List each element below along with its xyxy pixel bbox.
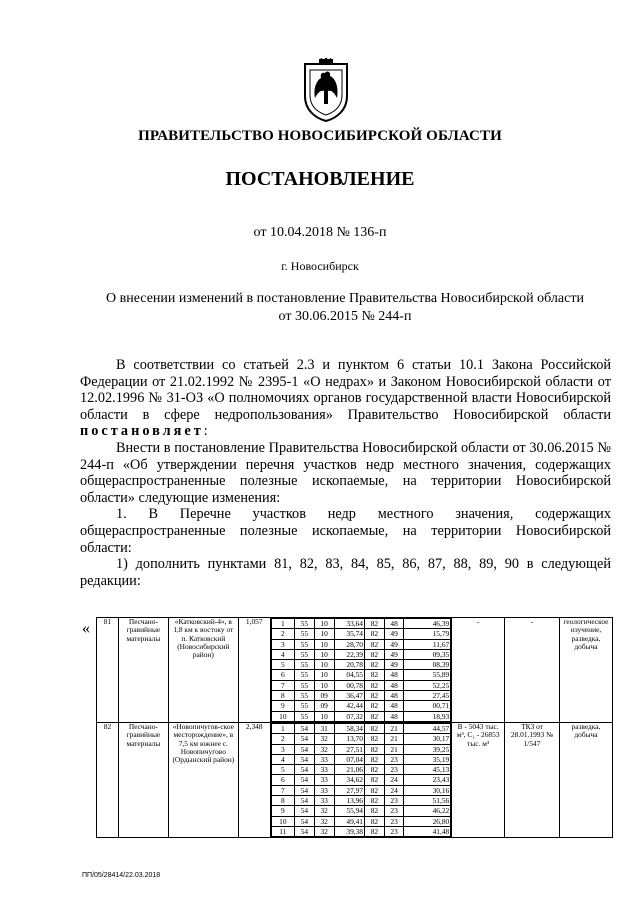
coordinate-cell: 1: [271, 619, 294, 629]
site-row: [97, 722, 613, 837]
preamble-text: В соответствии со статьей 2.3 и пунктом 6 статьи 10.1 Закона Российской Федерации от 21.02.1992 № 2395-1 «О недрах» и Законом Новосибирской области от 12.02.1996 № 31-ОЗ «О полномочиях органов государственной власти Новосибирской области в сфере недропользования» Правительство Новосибирской области: [80, 357, 611, 423]
coordinate-cell: 54: [295, 734, 315, 744]
coordinate-cell: 07,32: [334, 711, 365, 721]
coordinate-cell: 58,34: [334, 723, 365, 733]
paragraph-item-1: 1. В Перечне участков недр местного значения, содержащих общераспространенные полезные ископаемые, на территории Новосибирской области:: [80, 506, 611, 556]
coordinate-cell: 82: [365, 785, 385, 795]
coordinate-cell: 22,39: [334, 649, 365, 659]
coordinate-cell: 7: [271, 785, 294, 795]
coordinate-cell: 34,62: [334, 775, 365, 785]
coordinate-cell: 55,94: [334, 806, 365, 816]
site-area: 1,057: [238, 618, 270, 723]
coordinate-cell: 54: [295, 754, 315, 764]
coordinate-cell: 54: [295, 806, 315, 816]
coordinate-cell: 82: [365, 670, 385, 680]
coordinate-cell: 26,80: [404, 816, 451, 826]
coordinate-row: [271, 765, 451, 775]
coordinate-cell: 82: [365, 734, 385, 744]
coordinate-cell: 54: [295, 765, 315, 775]
coordinate-cell: 55: [295, 660, 315, 670]
coordinate-cell: 82: [365, 649, 385, 659]
coordinate-cell: 39,38: [334, 826, 365, 836]
coordinate-cell: 54: [295, 796, 315, 806]
opening-quote-mark: «: [82, 620, 90, 637]
organization-title: ПРАВИТЕЛЬСТВО НОВОСИБИРСКОЙ ОБЛАСТИ: [138, 128, 502, 144]
coordinate-cell: 10: [271, 816, 294, 826]
coordinate-cell: 27,45: [404, 691, 451, 701]
coordinate-cell: 28,70: [334, 639, 365, 649]
coordinate-cell: 13,96: [334, 796, 365, 806]
coordinate-cell: 23: [384, 754, 404, 764]
coordinate-cell: 33: [314, 796, 334, 806]
coordinate-cell: 23: [384, 826, 404, 836]
coordinate-cell: 32: [314, 816, 334, 826]
coordinate-cell: 46,39: [404, 619, 451, 629]
document-body: [80, 357, 611, 589]
coordinate-cell: 09,35: [404, 649, 451, 659]
coordinate-cell: 44,57: [404, 723, 451, 733]
coordinate-cell: 82: [365, 619, 385, 629]
coordinate-cell: 32: [314, 826, 334, 836]
subsoil-sites-table: [96, 617, 613, 838]
coordinate-cell: 13,70: [334, 734, 365, 744]
coordinate-cell: 48: [384, 619, 404, 629]
document-type: ПОСТАНОВЛЕНИЕ: [225, 168, 415, 190]
paragraph-subitem-1: 1) дополнить пунктами 81, 82, 83, 84, 85, 86, 87, 88, 89, 90 в следующей редакции:: [80, 556, 611, 589]
coordinate-cell: 10: [314, 680, 334, 690]
coordinate-cell: 54: [295, 826, 315, 836]
coordinate-cell: 10: [314, 619, 334, 629]
coordinate-cell: 10: [271, 711, 294, 721]
site-number: 82: [97, 722, 119, 837]
coordinate-cell: 48: [384, 691, 404, 701]
coordinate-cell: 5: [271, 660, 294, 670]
coordinate-cell: 82: [365, 691, 385, 701]
coordinate-row: [271, 785, 451, 795]
subject-line-2: от 30.06.2015 № 244-п: [278, 309, 412, 324]
coordinate-cell: 33: [314, 754, 334, 764]
document-city: г. Новосибирск: [281, 259, 359, 273]
coordinate-cell: 36,47: [334, 691, 365, 701]
coordinate-cell: 10: [314, 639, 334, 649]
coordinate-cell: 54: [295, 744, 315, 754]
coordinate-row: [271, 619, 451, 629]
site-reserves-document: -: [505, 618, 560, 723]
site-coordinates: [270, 618, 452, 723]
coordinate-cell: 48: [384, 670, 404, 680]
coordinate-cell: 32: [314, 734, 334, 744]
coordinate-cell: 54: [295, 785, 315, 795]
coordinate-row: [271, 680, 451, 690]
document-date-number: от 10.04.2018 № 136-п: [253, 225, 387, 240]
coordinate-row: [271, 660, 451, 670]
coordinate-cell: 55: [295, 691, 315, 701]
site-reserves: -: [452, 618, 505, 723]
coordinate-row: [271, 701, 451, 711]
coordinate-cell: 2: [271, 734, 294, 744]
coordinate-row: [271, 723, 451, 733]
coordinate-cell: 33: [314, 775, 334, 785]
site-row: [97, 618, 613, 723]
coordinate-cell: 55: [295, 680, 315, 690]
coordinate-row: [271, 816, 451, 826]
coordinate-cell: 30,17: [404, 734, 451, 744]
site-location: «Катковский-4», в 1,8 км к востоку от п. Катковский (Новосибирский район): [168, 618, 238, 723]
coordinate-cell: 10: [314, 629, 334, 639]
site-reserves-document: ТКЗ от 28.01.1993 № 1/547: [505, 722, 560, 837]
coordinate-row: [271, 734, 451, 744]
coordinate-cell: 00,78: [334, 680, 365, 690]
coordinate-cell: 82: [365, 826, 385, 836]
coat-of-arms-emblem: [301, 58, 351, 122]
coordinate-row: [271, 744, 451, 754]
coordinate-cell: 15,79: [404, 629, 451, 639]
coordinate-cell: 32: [314, 744, 334, 754]
coordinate-cell: 82: [365, 765, 385, 775]
coordinate-row: [271, 796, 451, 806]
paragraph-preamble: [80, 357, 611, 440]
coordinate-row: [271, 754, 451, 764]
coordinate-cell: 11: [271, 826, 294, 836]
coordinate-cell: 82: [365, 754, 385, 764]
coordinate-cell: 48: [384, 711, 404, 721]
coordinate-cell: 3: [271, 639, 294, 649]
site-usage-type: разведка, добыча: [559, 722, 612, 837]
coordinate-cell: 04,55: [334, 670, 365, 680]
coordinate-cell: 23: [384, 816, 404, 826]
coordinate-cell: 33,64: [334, 619, 365, 629]
coordinate-cell: 10: [314, 660, 334, 670]
coordinate-cell: 08,39: [404, 660, 451, 670]
coordinate-cell: 21: [384, 723, 404, 733]
coordinate-cell: 6: [271, 670, 294, 680]
coordinate-cell: 27,97: [334, 785, 365, 795]
coordinate-cell: 10: [314, 649, 334, 659]
coordinate-cell: 8: [271, 691, 294, 701]
coordinate-cell: 20,78: [334, 660, 365, 670]
coordinate-cell: 42,44: [334, 701, 365, 711]
subject-line-1: О внесении изменений в постановление Правительства Новосибирской области: [106, 291, 584, 306]
coordinate-cell: 82: [365, 629, 385, 639]
resolves-word: постановляет: [80, 423, 204, 440]
coordinate-cell: 27,51: [334, 744, 365, 754]
coordinates-table: [271, 618, 452, 722]
coordinates-table: [271, 723, 452, 837]
coordinate-cell: 55: [295, 711, 315, 721]
site-coordinates: [270, 722, 452, 837]
coordinate-cell: 51,56: [404, 796, 451, 806]
coordinate-row: [271, 639, 451, 649]
coordinate-cell: 35,19: [404, 754, 451, 764]
coordinate-cell: 24: [384, 785, 404, 795]
coordinate-cell: 55: [295, 629, 315, 639]
preamble-colon: :: [203, 423, 208, 440]
coordinate-cell: 54: [295, 816, 315, 826]
coordinate-cell: 7: [271, 680, 294, 690]
coordinate-cell: 32: [314, 806, 334, 816]
coordinate-cell: 24: [384, 775, 404, 785]
coordinate-cell: 49: [384, 649, 404, 659]
coordinate-cell: 82: [365, 796, 385, 806]
document-subject: [80, 290, 610, 326]
coordinate-cell: 2: [271, 629, 294, 639]
coordinate-cell: 52,25: [404, 680, 451, 690]
coordinate-cell: 07,04: [334, 754, 365, 764]
paragraph-amend: Внести в постановление Правительства Новосибирской области от 30.06.2015 № 244-п «Об утверждении перечня участков недр местного значения, содержащих общераспространенные полезные ископаемые, на территории Новосибирской области» следующие изменения:: [80, 439, 611, 506]
coordinate-cell: 45,13: [404, 765, 451, 775]
coordinate-cell: 8: [271, 796, 294, 806]
coordinate-cell: 39,25: [404, 744, 451, 754]
coordinate-cell: 31: [314, 723, 334, 733]
coordinate-cell: 23: [384, 796, 404, 806]
site-usage-type: геологическое изучение, разведка, добыча: [559, 618, 612, 723]
coordinate-cell: 11,67: [404, 639, 451, 649]
coordinate-cell: 82: [365, 723, 385, 733]
coordinate-cell: 54: [295, 723, 315, 733]
coordinate-cell: 54: [295, 775, 315, 785]
coordinate-cell: 82: [365, 806, 385, 816]
coordinate-cell: 35,74: [334, 629, 365, 639]
coordinate-cell: 55: [295, 649, 315, 659]
coordinate-cell: 1: [271, 723, 294, 733]
coordinate-cell: 09: [314, 701, 334, 711]
coordinate-row: [271, 670, 451, 680]
site-location: «Новопичугов-ское месторождение», в 7,5 км южнее с. Новопичугово (Ордынский район): [168, 722, 238, 837]
coordinate-cell: 82: [365, 816, 385, 826]
coordinate-cell: 55,89: [404, 670, 451, 680]
coordinate-cell: 82: [365, 660, 385, 670]
coordinate-cell: 4: [271, 754, 294, 764]
coordinate-cell: 23: [384, 806, 404, 816]
site-number: 81: [97, 618, 119, 723]
coordinate-cell: 33: [314, 765, 334, 775]
coordinate-row: [271, 629, 451, 639]
coordinate-cell: 09: [314, 691, 334, 701]
coordinate-cell: 4: [271, 649, 294, 659]
coordinate-cell: 9: [271, 806, 294, 816]
site-area: 2,348: [238, 722, 270, 837]
coordinate-cell: 55: [295, 670, 315, 680]
coordinate-cell: 23,43: [404, 775, 451, 785]
coordinate-cell: 48: [384, 680, 404, 690]
coordinate-cell: 49: [384, 639, 404, 649]
coordinate-cell: 82: [365, 775, 385, 785]
coordinate-row: [271, 775, 451, 785]
coordinate-cell: 00,71: [404, 701, 451, 711]
coordinate-cell: 10: [314, 670, 334, 680]
site-reserves: B - 5043 тыс. м³, C₁ - 26853 тыс. м³: [452, 722, 505, 837]
coordinate-row: [271, 691, 451, 701]
coordinate-cell: 55: [295, 619, 315, 629]
coordinate-cell: 41,48: [404, 826, 451, 836]
coordinate-cell: 33: [314, 785, 334, 795]
coordinate-cell: 9: [271, 701, 294, 711]
coordinate-cell: 46,22: [404, 806, 451, 816]
coordinate-cell: 55: [295, 701, 315, 711]
footer-reference: ПП/05/28414/22.03.2018: [82, 872, 161, 879]
coordinate-cell: 82: [365, 711, 385, 721]
coordinate-cell: 82: [365, 680, 385, 690]
coordinate-row: [271, 649, 451, 659]
coordinate-cell: 82: [365, 701, 385, 711]
coordinate-row: [271, 826, 451, 836]
site-mineral: Песчано-гравийные материалы: [118, 618, 168, 723]
coordinate-row: [271, 806, 451, 816]
coordinate-cell: 82: [365, 744, 385, 754]
coordinate-row: [271, 711, 451, 721]
coordinate-cell: 55: [295, 639, 315, 649]
coordinate-cell: 48: [384, 701, 404, 711]
coordinate-cell: 21,06: [334, 765, 365, 775]
coordinate-cell: 3: [271, 744, 294, 754]
coordinate-cell: 10: [314, 711, 334, 721]
coordinate-cell: 23: [384, 765, 404, 775]
coordinate-cell: 49: [384, 629, 404, 639]
coordinate-cell: 6: [271, 775, 294, 785]
site-mineral: Песчано-гравийные материалы: [118, 722, 168, 837]
coordinate-cell: 18,93: [404, 711, 451, 721]
coordinate-cell: 21: [384, 734, 404, 744]
coordinate-cell: 30,16: [404, 785, 451, 795]
coordinate-cell: 82: [365, 639, 385, 649]
coordinate-cell: 5: [271, 765, 294, 775]
coordinate-cell: 49: [384, 660, 404, 670]
coordinate-cell: 21: [384, 744, 404, 754]
coordinate-cell: 49,41: [334, 816, 365, 826]
